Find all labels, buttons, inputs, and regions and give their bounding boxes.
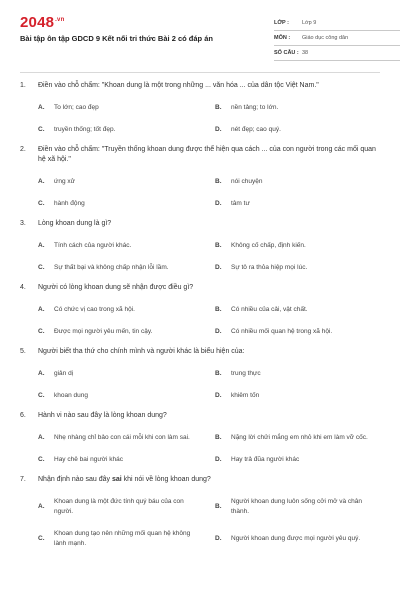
option-a[interactable]: A. To lớn; cao đẹp bbox=[38, 104, 99, 111]
question-4 bbox=[20, 283, 380, 337]
option-d[interactable]: D. Hay trả đũa người khác bbox=[215, 456, 300, 463]
option-c[interactable]: C. Khoan dung tạo nên những mối quan hệ không lành mạnh. bbox=[38, 530, 191, 547]
option-b[interactable]: B. Người khoan dung luôn sống cởi mở và chân thành. bbox=[215, 498, 362, 515]
meta-label: LỚP : bbox=[274, 20, 289, 26]
option-b[interactable]: B. nền tảng; to lớn. bbox=[215, 104, 279, 111]
option-b[interactable]: B. nói chuyện bbox=[215, 178, 263, 185]
question-number: 2. bbox=[20, 146, 26, 153]
question-body: Hành vi nào sau đây là lòng khoan dung? bbox=[38, 412, 167, 419]
option-d[interactable]: D. Có nhiều mối quan hệ trong xã hội. bbox=[215, 328, 333, 335]
meta-label: MÔN : bbox=[274, 35, 291, 41]
option-b[interactable]: B. trung thực bbox=[215, 370, 261, 377]
question-body: Người biết tha thứ cho chính mình và người khác là biểu hiện của: bbox=[38, 348, 245, 355]
question-1 bbox=[20, 81, 380, 135]
emphasis-word: sai bbox=[111, 476, 122, 483]
option-a[interactable]: A. ứng xử bbox=[38, 178, 75, 185]
question-number: 5. bbox=[20, 348, 26, 355]
question-text bbox=[20, 347, 380, 357]
option-d[interactable]: D. Sự tô ra thỏa hiệp mọi lúc. bbox=[215, 264, 308, 271]
options bbox=[20, 241, 380, 273]
meta-label: SỐ CÂU : bbox=[274, 50, 299, 56]
options bbox=[20, 369, 380, 401]
question-number: 4. bbox=[20, 284, 26, 291]
options bbox=[20, 433, 380, 465]
question-5 bbox=[20, 347, 380, 401]
meta-value: 38 bbox=[302, 50, 309, 56]
question-body: Nhận định nào sau đây sai khi nói về lòng khoan dung? bbox=[38, 476, 211, 483]
question-number: 6. bbox=[20, 412, 26, 419]
option-d[interactable]: D. khiêm tốn bbox=[215, 392, 260, 399]
meta-value: Giáo dục công dân bbox=[302, 35, 349, 41]
question-text bbox=[20, 145, 380, 165]
question-body: Lòng khoan dung là gì? bbox=[38, 220, 112, 227]
options bbox=[20, 177, 380, 209]
question-text bbox=[20, 283, 380, 293]
option-c[interactable]: C. hành động bbox=[38, 200, 85, 207]
question-text bbox=[20, 411, 380, 421]
option-c[interactable]: C. truyền thống; tốt đẹp. bbox=[38, 126, 116, 133]
meta-grade bbox=[274, 16, 400, 31]
meta-question-count bbox=[274, 46, 400, 61]
option-a[interactable]: A. Tính cách của người khác. bbox=[38, 242, 132, 249]
question-body: Điền vào chỗ chấm: "Khoan dung là một trong những ... văn hóa ... của dân tộc Việt Nam." bbox=[38, 82, 319, 89]
site-logo[interactable]: $2048^{.vn}$ bbox=[20, 14, 65, 31]
question-6 bbox=[20, 411, 380, 465]
meta-info bbox=[274, 16, 400, 61]
options bbox=[20, 305, 380, 337]
divider bbox=[20, 72, 380, 73]
option-d[interactable]: D. nét đẹp; cao quý. bbox=[215, 126, 281, 133]
option-a[interactable]: A. giản dị bbox=[38, 370, 74, 377]
meta-subject bbox=[274, 31, 400, 46]
option-d[interactable]: D. tâm tư bbox=[215, 200, 250, 207]
question-text bbox=[20, 475, 380, 485]
option-c[interactable]: C. khoan dung bbox=[38, 392, 88, 399]
option-a[interactable]: A. Nhẹ nhàng chỉ bảo con cái mỗi khi con làm sai. bbox=[38, 434, 190, 441]
options bbox=[20, 103, 380, 135]
meta-value: Lớp 9 bbox=[302, 20, 317, 26]
option-b[interactable]: B. Không cố chấp, định kiến. bbox=[215, 242, 306, 249]
option-c[interactable]: C. Được mọi người yêu mến, tin cậy. bbox=[38, 328, 153, 335]
option-b[interactable]: B. Có nhiều của cải, vật chất. bbox=[215, 306, 308, 313]
option-a[interactable]: A. Có chức vị cao trong xã hội. bbox=[38, 306, 135, 313]
question-text bbox=[20, 81, 380, 91]
question-7 bbox=[20, 475, 380, 549]
option-c[interactable]: C. Sự thất bại và không chấp nhận lỗi lầm. bbox=[38, 264, 169, 271]
question-3 bbox=[20, 219, 380, 273]
option-a[interactable]: A. Khoan dung là một đức tính quý báu của con người. bbox=[38, 498, 184, 515]
question-number: 3. bbox=[20, 220, 26, 227]
question-body: Điền vào chỗ chấm: "Truyền thống khoan dung được thể hiện qua cách ... của con người trong các mối quan hệ xã hội." bbox=[38, 146, 376, 163]
question-number: 1. bbox=[20, 82, 26, 89]
option-b[interactable]: B. Nặng lời chửi mắng em nhỏ khi em làm vỡ cốc. bbox=[215, 434, 368, 441]
question-body: Người có lòng khoan dung sẽ nhận được điều gì? bbox=[38, 284, 194, 291]
option-d[interactable]: D. Người khoan dung được mọi người yêu quý. bbox=[215, 535, 361, 542]
option-c[interactable]: C. Hay chê bai người khác bbox=[38, 456, 123, 463]
options bbox=[20, 497, 380, 549]
question-2 bbox=[20, 145, 380, 209]
header bbox=[20, 14, 380, 62]
question-text bbox=[20, 219, 380, 229]
document-title: Bài tập ôn tập GDCD 9 Kết nối tri thức Bài 2 có đáp án bbox=[20, 34, 213, 43]
question-number: 7. bbox=[20, 476, 26, 483]
